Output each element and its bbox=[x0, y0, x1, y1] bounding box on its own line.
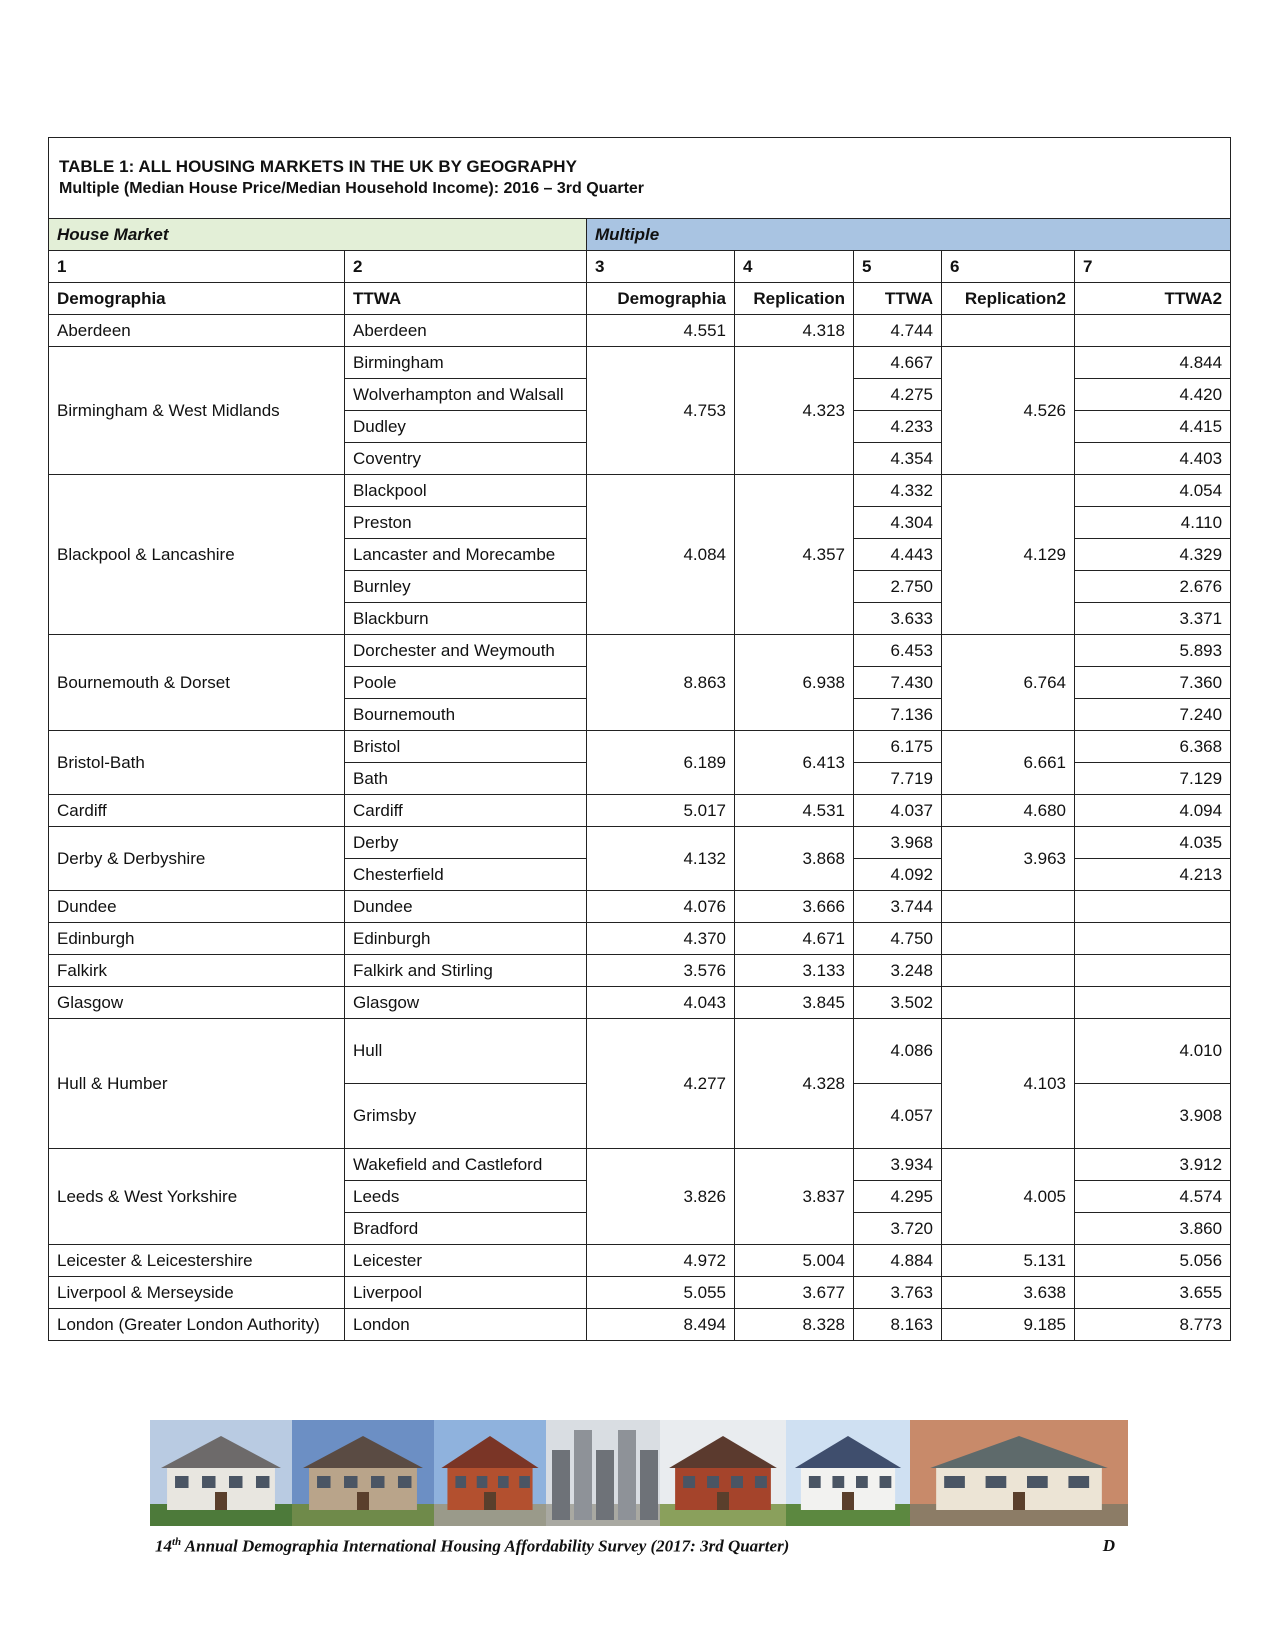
ttwa2-value: 3.655 bbox=[1075, 1277, 1231, 1309]
market-name: Blackpool & Lancashire bbox=[49, 475, 345, 635]
footer-title-rest: Annual Demographia International Housing Affordability Survey (2017: 3rd Quarter) bbox=[181, 1536, 790, 1556]
table-row bbox=[49, 635, 1231, 667]
ttwa-value: 4.332 bbox=[854, 475, 942, 507]
col-number: 6 bbox=[942, 251, 1075, 283]
demographia-value: 6.189 bbox=[587, 731, 735, 795]
ttwa-value: 4.884 bbox=[854, 1245, 942, 1277]
ttwa-value: 3.720 bbox=[854, 1213, 942, 1245]
replication2-value: 6.661 bbox=[942, 731, 1075, 795]
demographia-value: 4.132 bbox=[587, 827, 735, 891]
ttwa-value: 8.163 bbox=[854, 1309, 942, 1341]
replication-value: 4.357 bbox=[735, 475, 854, 635]
ttwa-value: 7.719 bbox=[854, 763, 942, 795]
ttwa-name: Wolverhampton and Walsall bbox=[345, 379, 587, 411]
market-name: Cardiff bbox=[49, 795, 345, 827]
ttwa2-value: 3.908 bbox=[1075, 1084, 1231, 1149]
ttwa-value: 6.453 bbox=[854, 635, 942, 667]
table-row bbox=[49, 827, 1231, 859]
page-number: D bbox=[1102, 1536, 1115, 1555]
col-number: 1 bbox=[49, 251, 345, 283]
table-row bbox=[49, 955, 1231, 987]
table-row bbox=[49, 1245, 1231, 1277]
replication2-value: 4.680 bbox=[942, 795, 1075, 827]
house-photo-1 bbox=[150, 1420, 292, 1526]
market-name: Bournemouth & Dorset bbox=[49, 635, 345, 731]
demographia-value: 4.370 bbox=[587, 923, 735, 955]
demographia-value: 4.277 bbox=[587, 1019, 735, 1149]
replication-value: 6.938 bbox=[735, 635, 854, 731]
replication2-value bbox=[942, 315, 1075, 347]
ttwa-name: Dundee bbox=[345, 891, 587, 923]
ttwa-value: 7.430 bbox=[854, 667, 942, 699]
ttwa2-value: 3.912 bbox=[1075, 1149, 1231, 1181]
ttwa-name: London bbox=[345, 1309, 587, 1341]
replication2-value: 4.129 bbox=[942, 475, 1075, 635]
table-subtitle: Multiple (Median House Price/Median Household Income): 2016 – 3rd Quarter bbox=[59, 180, 645, 197]
ttwa-value: 6.175 bbox=[854, 731, 942, 763]
replication-value: 3.837 bbox=[735, 1149, 854, 1245]
ttwa-value: 4.086 bbox=[854, 1019, 942, 1084]
ttwa2-value: 4.094 bbox=[1075, 795, 1231, 827]
ttwa-value: 4.092 bbox=[854, 859, 942, 891]
ttwa-name: Preston bbox=[345, 507, 587, 539]
ttwa-value: 4.304 bbox=[854, 507, 942, 539]
demographia-value: 4.551 bbox=[587, 315, 735, 347]
ttwa2-value: 4.110 bbox=[1075, 507, 1231, 539]
market-name: Derby & Derbyshire bbox=[49, 827, 345, 891]
ttwa2-value: 8.773 bbox=[1075, 1309, 1231, 1341]
ttwa-name: Leicester bbox=[345, 1245, 587, 1277]
market-name: Birmingham & West Midlands bbox=[49, 347, 345, 475]
ttwa-name: Dudley bbox=[345, 411, 587, 443]
ttwa2-value bbox=[1075, 923, 1231, 955]
demographia-value: 4.043 bbox=[587, 987, 735, 1019]
market-name: Falkirk bbox=[49, 955, 345, 987]
col-header-replication: Replication bbox=[735, 283, 854, 315]
replication-value: 5.004 bbox=[735, 1245, 854, 1277]
market-name: Leicester & Leicestershire bbox=[49, 1245, 345, 1277]
ttwa-value: 3.248 bbox=[854, 955, 942, 987]
market-name: Edinburgh bbox=[49, 923, 345, 955]
replication2-value: 6.764 bbox=[942, 635, 1075, 731]
ttwa-name: Grimsby bbox=[345, 1084, 587, 1149]
ttwa2-value: 4.010 bbox=[1075, 1019, 1231, 1084]
market-name: Aberdeen bbox=[49, 315, 345, 347]
market-name: Dundee bbox=[49, 891, 345, 923]
ttwa2-value: 4.415 bbox=[1075, 411, 1231, 443]
ttwa-value: 4.057 bbox=[854, 1084, 942, 1149]
replication-value: 4.328 bbox=[735, 1019, 854, 1149]
col-number: 2 bbox=[345, 251, 587, 283]
ttwa2-value: 7.240 bbox=[1075, 699, 1231, 731]
footer-title bbox=[155, 1536, 789, 1557]
replication-value: 3.133 bbox=[735, 955, 854, 987]
replication-value: 3.845 bbox=[735, 987, 854, 1019]
replication-value: 4.531 bbox=[735, 795, 854, 827]
ttwa2-value bbox=[1075, 987, 1231, 1019]
replication2-value: 3.963 bbox=[942, 827, 1075, 891]
demographia-value: 5.017 bbox=[587, 795, 735, 827]
col-header-demographia-market: Demographia bbox=[49, 283, 345, 315]
ttwa-name: Cardiff bbox=[345, 795, 587, 827]
replication-value: 4.323 bbox=[735, 347, 854, 475]
table-row bbox=[49, 923, 1231, 955]
house-photo-strip bbox=[150, 1420, 1128, 1526]
market-name: London (Greater London Authority) bbox=[49, 1309, 345, 1341]
ttwa-value: 3.968 bbox=[854, 827, 942, 859]
ttwa-name: Lancaster and Morecambe bbox=[345, 539, 587, 571]
col-header-demographia: Demographia bbox=[587, 283, 735, 315]
ttwa-name: Glasgow bbox=[345, 987, 587, 1019]
building-photo-4 bbox=[546, 1420, 660, 1526]
demographia-value: 4.084 bbox=[587, 475, 735, 635]
ttwa-value: 4.744 bbox=[854, 315, 942, 347]
replication2-value bbox=[942, 987, 1075, 1019]
replication-value: 6.413 bbox=[735, 731, 854, 795]
ttwa-name: Liverpool bbox=[345, 1277, 587, 1309]
house-market-group-header: House Market bbox=[49, 219, 587, 251]
ttwa-name: Hull bbox=[345, 1019, 587, 1084]
ttwa2-value: 6.368 bbox=[1075, 731, 1231, 763]
col-number: 5 bbox=[854, 251, 942, 283]
demographia-value: 3.826 bbox=[587, 1149, 735, 1245]
replication2-value bbox=[942, 955, 1075, 987]
table-row bbox=[49, 1019, 1231, 1084]
demographia-value: 8.863 bbox=[587, 635, 735, 731]
ttwa-name: Dorchester and Weymouth bbox=[345, 635, 587, 667]
table-row bbox=[49, 891, 1231, 923]
demographia-value: 4.972 bbox=[587, 1245, 735, 1277]
ttwa-value: 4.750 bbox=[854, 923, 942, 955]
ttwa2-value: 4.844 bbox=[1075, 347, 1231, 379]
ttwa2-value: 5.056 bbox=[1075, 1245, 1231, 1277]
page-footer bbox=[155, 1536, 1115, 1562]
ttwa-name: Derby bbox=[345, 827, 587, 859]
ttwa-value: 3.763 bbox=[854, 1277, 942, 1309]
ttwa-value: 4.037 bbox=[854, 795, 942, 827]
ttwa2-value: 3.371 bbox=[1075, 603, 1231, 635]
market-name: Glasgow bbox=[49, 987, 345, 1019]
market-name: Leeds & West Yorkshire bbox=[49, 1149, 345, 1245]
ttwa-value: 4.295 bbox=[854, 1181, 942, 1213]
ttwa-name: Edinburgh bbox=[345, 923, 587, 955]
replication2-value: 4.103 bbox=[942, 1019, 1075, 1149]
footer-title-ordinal: th bbox=[172, 1536, 182, 1548]
ttwa-value: 4.443 bbox=[854, 539, 942, 571]
ttwa2-value bbox=[1075, 315, 1231, 347]
ttwa-name: Coventry bbox=[345, 443, 587, 475]
ttwa2-value bbox=[1075, 955, 1231, 987]
ttwa-name: Bournemouth bbox=[345, 699, 587, 731]
ttwa-value: 3.633 bbox=[854, 603, 942, 635]
table-row bbox=[49, 795, 1231, 827]
col-header-ttwa: TTWA bbox=[854, 283, 942, 315]
house-photo-5 bbox=[660, 1420, 786, 1526]
ttwa-name: Bristol bbox=[345, 731, 587, 763]
table-title: TABLE 1: ALL HOUSING MARKETS IN THE UK BY GEOGRAPHY bbox=[59, 157, 577, 176]
table-row bbox=[49, 475, 1231, 507]
ttwa2-value: 7.360 bbox=[1075, 667, 1231, 699]
ttwa-value: 7.136 bbox=[854, 699, 942, 731]
demographia-value: 3.576 bbox=[587, 955, 735, 987]
ttwa-value: 3.744 bbox=[854, 891, 942, 923]
demographia-value: 4.753 bbox=[587, 347, 735, 475]
replication-value: 4.671 bbox=[735, 923, 854, 955]
ttwa-name: Birmingham bbox=[345, 347, 587, 379]
replication-value: 8.328 bbox=[735, 1309, 854, 1341]
replication2-value bbox=[942, 923, 1075, 955]
ttwa-value: 3.934 bbox=[854, 1149, 942, 1181]
replication2-value: 4.005 bbox=[942, 1149, 1075, 1245]
demographia-value: 5.055 bbox=[587, 1277, 735, 1309]
ttwa-name: Bradford bbox=[345, 1213, 587, 1245]
replication-value: 3.677 bbox=[735, 1277, 854, 1309]
housing-table-container bbox=[48, 137, 1230, 1341]
table-row bbox=[49, 315, 1231, 347]
market-name: Hull & Humber bbox=[49, 1019, 345, 1149]
replication2-value bbox=[942, 891, 1075, 923]
col-number: 7 bbox=[1075, 251, 1231, 283]
demographia-value: 8.494 bbox=[587, 1309, 735, 1341]
ttwa-name: Bath bbox=[345, 763, 587, 795]
ttwa2-value: 4.213 bbox=[1075, 859, 1231, 891]
col-header-ttwa2: TTWA2 bbox=[1075, 283, 1231, 315]
ttwa-value: 4.667 bbox=[854, 347, 942, 379]
table-row bbox=[49, 1149, 1231, 1181]
replication2-value: 5.131 bbox=[942, 1245, 1075, 1277]
ttwa-value: 4.354 bbox=[854, 443, 942, 475]
col-number: 4 bbox=[735, 251, 854, 283]
footer-title-number: 14 bbox=[155, 1536, 172, 1556]
ttwa-value: 2.750 bbox=[854, 571, 942, 603]
table-row bbox=[49, 1277, 1231, 1309]
table-row bbox=[49, 1309, 1231, 1341]
replication-value: 3.868 bbox=[735, 827, 854, 891]
ttwa-name: Leeds bbox=[345, 1181, 587, 1213]
ttwa2-value bbox=[1075, 891, 1231, 923]
table-title-cell bbox=[49, 138, 1231, 219]
multiple-group-header: Multiple bbox=[587, 219, 1231, 251]
table-row bbox=[49, 347, 1231, 379]
market-name: Liverpool & Merseyside bbox=[49, 1277, 345, 1309]
ttwa2-value: 7.129 bbox=[1075, 763, 1231, 795]
ttwa-name: Chesterfield bbox=[345, 859, 587, 891]
ttwa2-value: 3.860 bbox=[1075, 1213, 1231, 1245]
ttwa2-value: 4.054 bbox=[1075, 475, 1231, 507]
replication2-value: 4.526 bbox=[942, 347, 1075, 475]
ttwa2-value: 4.329 bbox=[1075, 539, 1231, 571]
house-photo-3 bbox=[434, 1420, 546, 1526]
ttwa2-value: 5.893 bbox=[1075, 635, 1231, 667]
house-photo-2 bbox=[292, 1420, 434, 1526]
house-photo-7 bbox=[910, 1420, 1128, 1526]
replication2-value: 9.185 bbox=[942, 1309, 1075, 1341]
ttwa2-value: 4.574 bbox=[1075, 1181, 1231, 1213]
ttwa-name: Wakefield and Castleford bbox=[345, 1149, 587, 1181]
housing-markets-table bbox=[48, 137, 1231, 1341]
table-row bbox=[49, 731, 1231, 763]
table-row bbox=[49, 987, 1231, 1019]
replication2-value: 3.638 bbox=[942, 1277, 1075, 1309]
col-number: 3 bbox=[587, 251, 735, 283]
ttwa2-value: 4.403 bbox=[1075, 443, 1231, 475]
ttwa2-value: 4.420 bbox=[1075, 379, 1231, 411]
replication-value: 3.666 bbox=[735, 891, 854, 923]
ttwa-value: 3.502 bbox=[854, 987, 942, 1019]
demographia-value: 4.076 bbox=[587, 891, 735, 923]
col-header-replication2: Replication2 bbox=[942, 283, 1075, 315]
replication-value: 4.318 bbox=[735, 315, 854, 347]
ttwa-value: 4.275 bbox=[854, 379, 942, 411]
ttwa-name: Poole bbox=[345, 667, 587, 699]
ttwa2-value: 4.035 bbox=[1075, 827, 1231, 859]
col-header-ttwa-name: TTWA bbox=[345, 283, 587, 315]
market-name: Bristol-Bath bbox=[49, 731, 345, 795]
ttwa-name: Blackpool bbox=[345, 475, 587, 507]
ttwa2-value: 2.676 bbox=[1075, 571, 1231, 603]
ttwa-name: Burnley bbox=[345, 571, 587, 603]
ttwa-name: Aberdeen bbox=[345, 315, 587, 347]
house-photo-6 bbox=[786, 1420, 910, 1526]
ttwa-name: Falkirk and Stirling bbox=[345, 955, 587, 987]
ttwa-value: 4.233 bbox=[854, 411, 942, 443]
ttwa-name: Blackburn bbox=[345, 603, 587, 635]
